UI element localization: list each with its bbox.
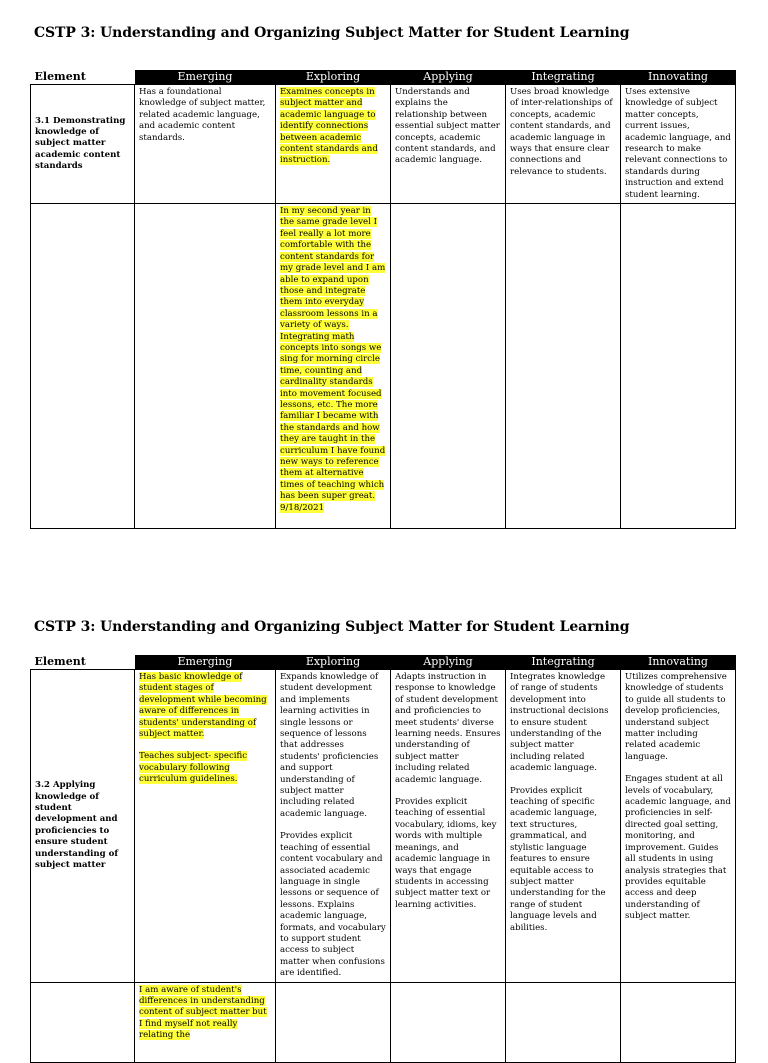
evidence-applying: [391, 204, 506, 529]
highlighted-descriptor-text: Examines concepts in subject matter and academic language to identify connections between academic content standards and instruction.: [280, 87, 378, 166]
evidence-applying: [391, 982, 506, 1062]
descriptor-text: Engages student at all levels of vocabulary, academic language, and proficiencies in self-directed goal setting, monitoring, and improvement. Guides all students in using analysis strategies that provides equitable access and deep understanding of subject matter.: [625, 774, 731, 922]
header-exploring: Exploring: [276, 70, 391, 85]
evidence-element-cell: [31, 204, 135, 529]
header-emerging: Emerging: [135, 655, 276, 670]
descriptor-innovating: [621, 85, 736, 204]
highlighted-evidence-text: I am aware of student's differences in understanding content of subject matter but I find myself not really relating the: [139, 984, 267, 1041]
header-applying: Applying: [391, 70, 506, 85]
descriptor-row: [31, 85, 736, 204]
descriptor-text: Utilizes comprehensive knowledge of students to guide all students to develop proficiencies, understand subject matter including related academic language.: [625, 672, 727, 762]
highlighted-descriptor-text: Teaches subject- specific vocabulary following curriculum guidelines.: [139, 751, 248, 785]
header-exploring: Exploring: [276, 655, 391, 670]
evidence-innovating: [621, 982, 736, 1062]
evidence-row: [31, 204, 736, 529]
table-header-row: [31, 655, 736, 670]
evidence-innovating: [621, 204, 736, 529]
header-integrating: Integrating: [506, 70, 621, 85]
descriptor-text: Provides explicit teaching of essential vocabulary, idioms, key words with multiple meanings, and academic language in ways that engage students in accessing subject matter text or learning activities.: [395, 797, 497, 910]
descriptor-text: Uses broad knowledge of inter-relationships of concepts, academic content standards, and academic language in ways that ensure clear connections and relevance to students.: [510, 87, 613, 177]
descriptor-row: [31, 670, 736, 983]
descriptor-text: Provides explicit teaching of essential content vocabulary and associated academic language in single lessons or sequence of lessons. Explains academic language, formats, and vocabulary to support student access to subject matter when confusions are identified.: [280, 831, 386, 979]
evidence-element-cell: [31, 982, 135, 1062]
descriptor-innovating: [621, 670, 736, 983]
evidence-exploring: [276, 982, 391, 1062]
descriptor-exploring: [276, 670, 391, 983]
descriptor-applying: [391, 670, 506, 983]
table-header-row: [31, 70, 736, 85]
descriptor-text: Integrates knowledge of range of students development into instructional decisions to ensure student understanding of the subject matter including related academic language.: [510, 672, 609, 774]
descriptor-applying: [391, 85, 506, 204]
rubric-table-3-1: [30, 70, 736, 529]
header-applying: Applying: [391, 655, 506, 670]
descriptor-integrating: [506, 670, 621, 983]
header-element: Element: [31, 655, 135, 670]
evidence-exploring: [276, 204, 391, 529]
descriptor-text: Adapts instruction in response to knowledge of student development and proficiencies to meet students' diverse learning needs. Ensures understanding of subject matter including related academic language.: [395, 672, 501, 785]
section-title: CSTP 3: Understanding and Organizing Subject Matter for Student Learning: [34, 25, 630, 41]
rubric-table-3-2: [30, 655, 736, 1063]
evidence-integrating: [506, 204, 621, 529]
header-innovating: Innovating: [621, 70, 736, 85]
descriptor-exploring: [276, 85, 391, 204]
header-emerging: Emerging: [135, 70, 276, 85]
element-label: 3.1 Demonstrating knowledge of subject matter academic content standards: [31, 85, 135, 204]
section-title: CSTP 3: Understanding and Organizing Subject Matter for Student Learning: [34, 619, 630, 635]
header-integrating: Integrating: [506, 655, 621, 670]
header-element: Element: [31, 70, 135, 85]
descriptor-emerging: [135, 85, 276, 204]
descriptor-text: Uses extensive knowledge of subject matter concepts, current issues, academic language, and research to make relevant connections to standards during instruction and extend student learning.: [625, 87, 731, 200]
evidence-emerging: [135, 204, 276, 529]
descriptor-emerging: [135, 670, 276, 983]
descriptor-text: Expands knowledge of student development and implements learning activities in single lessons or sequence of lessons that addresses students' proficiencies and support understanding of subject matter including related academic language.: [280, 672, 379, 819]
descriptor-text: Provides explicit teaching of specific academic language, text structures, grammatical, and stylistic language features to ensure equitable access to subject matter understanding for the range of student language levels and abilities.: [510, 785, 606, 933]
descriptor-integrating: [506, 85, 621, 204]
evidence-emerging: [135, 982, 276, 1062]
header-innovating: Innovating: [621, 655, 736, 670]
evidence-row: [31, 982, 736, 1062]
highlighted-descriptor-text: Has basic knowledge of student stages of development while becoming aware of differences in students' understanding of subject matter.: [139, 672, 267, 740]
highlighted-evidence-text: In my second year in the same grade level I feel really a lot more comfortable with the content standards for my grade level and I am able to expand upon those and integrate them into everyday classroom lessons in a variety of ways. Integrating math concepts into songs we sing for morning circle time, counting and cardinality standards into movement focused lessons, etc. The more familiar I became with the standards and how they are taught in the curriculum I have found new ways to reference them at alternative times of teaching which has been super great. 9/18/2021: [280, 206, 386, 513]
evidence-integrating: [506, 982, 621, 1062]
element-label: 3.2 Applying knowledge of student development and proficiencies to ensure student understanding of subject matter: [31, 670, 135, 983]
descriptor-text: Has a foundational knowledge of subject matter, related academic language, and academic content standards.: [139, 87, 266, 143]
descriptor-text: Understands and explains the relationship between essential subject matter concepts, academic content standards, and academic language.: [395, 87, 500, 166]
